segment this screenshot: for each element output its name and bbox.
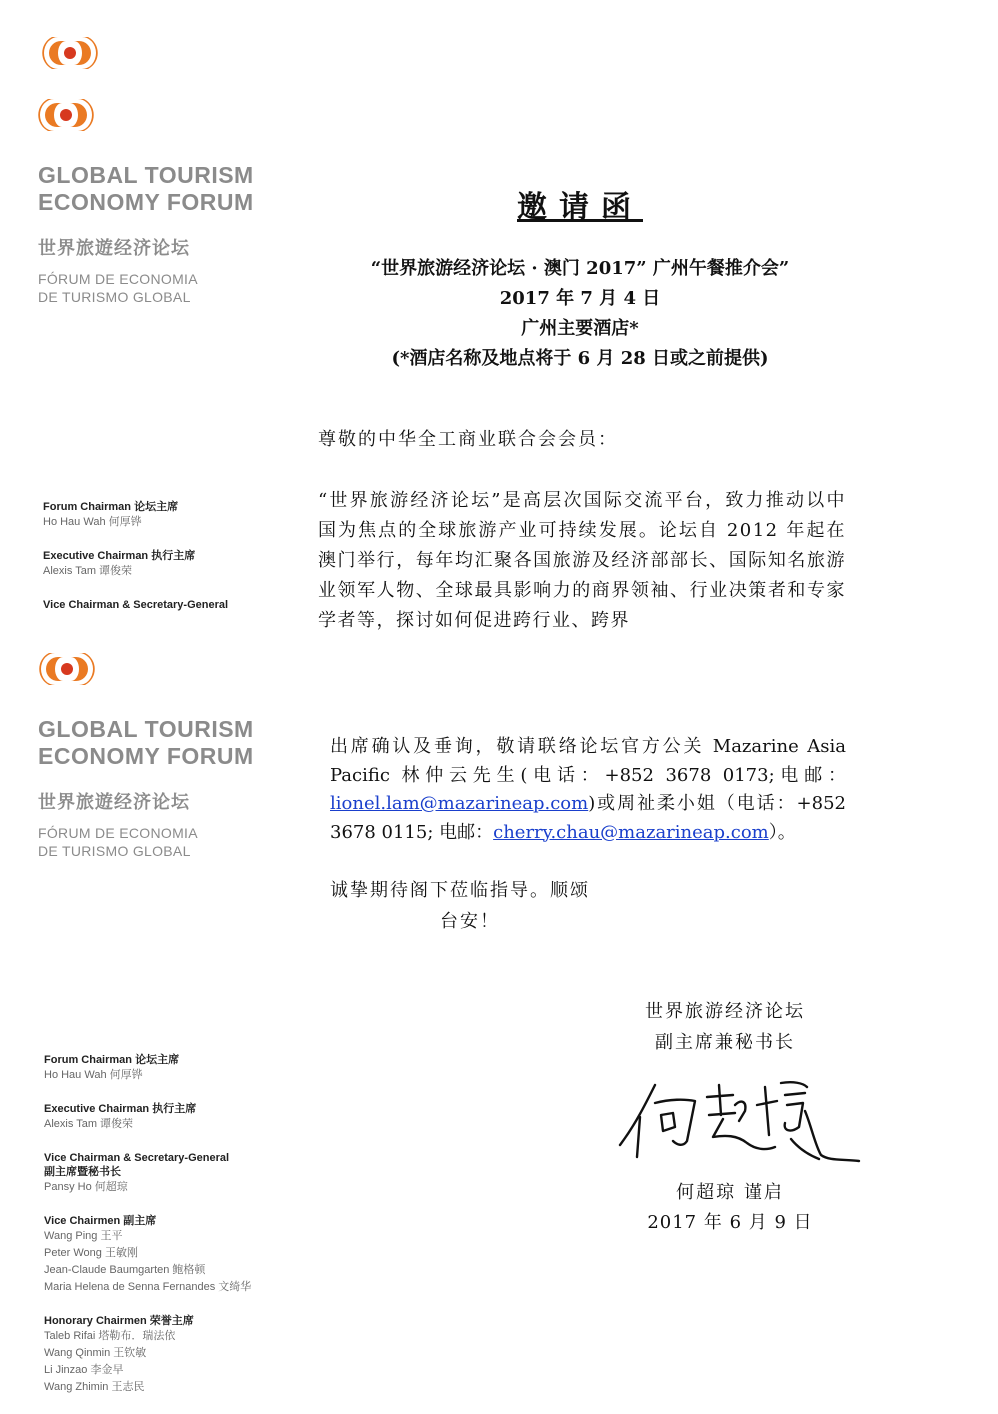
brand-name-en: GLOBAL TOURISM <box>38 162 254 188</box>
roster-role: Executive Chairman 执行主席 <box>43 550 196 562</box>
event-details <box>300 254 860 374</box>
roster-name: Jean-Claude Baumgarten 鲍格顿 <box>44 1264 206 1276</box>
contact-text: )或周祉柔小姐（电话：+852 3678 0115; 电邮： <box>330 793 846 843</box>
roster-role: Forum Chairman 论坛主席 <box>44 1054 180 1066</box>
closing-line: 台安！ <box>440 911 500 932</box>
officer-roster <box>44 1053 251 1414</box>
body-paragraph: “世界旅游经济论坛”是高层次国际交流平台，致力推动以中国为焦点的全球旅游产业可持续发展。论坛自 2012 年起在澳门举行，每年均汇聚各国旅游及经济部部长、国际知名旅游业领军人物、全球最具影响力的商界领袖、行业决策者和专家学者等，探讨如何促进跨行业、跨界 <box>318 490 846 631</box>
roster-name: Wang Zhimin 王志民 <box>44 1381 145 1393</box>
event-date: 2017 年 7 月 4 日 <box>499 288 661 309</box>
roster-name: Peter Wong 王敏刚 <box>44 1247 138 1259</box>
closing <box>330 875 590 937</box>
roster-group <box>44 1102 251 1133</box>
officer-roster <box>43 500 228 620</box>
brand-name-en: ECONOMY FORUM <box>38 743 254 769</box>
roster-name: Wang Qinmin 王钦敏 <box>44 1347 147 1359</box>
invitation-title: 邀请函 <box>517 190 643 225</box>
signature-org: 世界旅游经济论坛 <box>645 1001 805 1022</box>
roster-group <box>44 1214 251 1296</box>
roster-group <box>44 1053 251 1084</box>
brand-name-pt-line: FÓRUM DE ECONOMIA <box>38 271 198 287</box>
roster-name: Ho Hau Wah 何厚铧 <box>43 516 142 528</box>
brand-block <box>38 162 254 306</box>
roster-name: Wang Ping 王平 <box>44 1230 123 1242</box>
roster-role: Honorary Chairmen 荣誉主席 <box>44 1315 194 1327</box>
email-link[interactable]: cherry.chau@mazarineap.com <box>493 821 769 843</box>
roster-group <box>44 1314 251 1396</box>
roster-name: Alexis Tam 谭俊荣 <box>43 565 133 577</box>
contact-text: 出席确认及垂询，敬请联络论坛官方公关 Mazarine Asia Pacific 林仲云先生(电话：+852 3678 0173;电邮： <box>330 736 846 786</box>
brand-name-zh: 世界旅遊经济论坛 <box>38 792 190 813</box>
brand-name-en: GLOBAL TOURISM <box>38 716 254 742</box>
roster-group <box>43 549 228 580</box>
salutation: 尊敬的中华全工商业联合会会员： <box>318 429 618 450</box>
signatory-name: 何超琼 谨启 <box>676 1182 784 1203</box>
letter-date: 2017 年 6 月 9 日 <box>647 1212 813 1233</box>
roster-role: Vice Chairmen 副主席 <box>44 1215 157 1227</box>
brand-name-pt-line: DE TURISMO GLOBAL <box>38 289 191 305</box>
roster-name: Li Jinzao 李金早 <box>44 1364 124 1376</box>
brand-name-zh: 世界旅遊经济论坛 <box>38 238 190 259</box>
forum-logo-icon <box>34 95 98 135</box>
signature-org-block <box>610 996 840 1058</box>
roster-name: Maria Helena de Senna Fernandes 文绮华 <box>44 1281 252 1293</box>
forum-logo-icon <box>35 649 99 689</box>
roster-name: Ho Hau Wah 何厚铧 <box>44 1069 143 1081</box>
brand-name-pt <box>38 824 254 860</box>
roster-role: Vice Chairman & Secretary-General <box>43 599 229 611</box>
brand-name-pt-line: FÓRUM DE ECONOMIA <box>38 825 198 841</box>
email-link[interactable]: lionel.lam@mazarineap.com <box>330 793 589 814</box>
roster-name: Alexis Tam 谭俊荣 <box>44 1118 134 1130</box>
handwritten-signature <box>615 1075 865 1170</box>
signature-position: 副主席兼秘书长 <box>655 1032 795 1053</box>
event-note: (*酒店名称及地点将于 6 月 28 日或之前提供) <box>391 348 769 369</box>
contact-paragraph <box>330 733 846 847</box>
roster-name: Taleb Rifai 塔勒布．瑞法依 <box>44 1330 176 1342</box>
roster-role: 副主席暨秘书长 <box>44 1166 121 1178</box>
roster-group <box>43 500 228 531</box>
event-name: “世界旅游经济论坛 · 澳门 2017” 广州午餐推介会” <box>370 258 790 279</box>
contact-text: ）。 <box>768 821 796 843</box>
brand-name-pt <box>38 270 254 306</box>
event-venue: 广州主要酒店* <box>521 318 639 339</box>
brand-block <box>38 716 254 860</box>
roster-name: Pansy Ho 何超琼 <box>44 1181 128 1193</box>
brand-name-en: ECONOMY FORUM <box>38 189 254 215</box>
roster-role: Forum Chairman 论坛主席 <box>43 501 179 513</box>
forum-logo-icon <box>38 33 102 73</box>
roster-group <box>44 1151 251 1196</box>
brand-name-pt-line: DE TURISMO GLOBAL <box>38 843 191 859</box>
roster-role: Vice Chairman & Secretary-General <box>44 1152 230 1164</box>
closing-line: 诚挚期待阁下莅临指导。顺颂 <box>330 880 590 901</box>
roster-role: Executive Chairman 执行主席 <box>44 1103 197 1115</box>
roster-group <box>43 598 228 612</box>
